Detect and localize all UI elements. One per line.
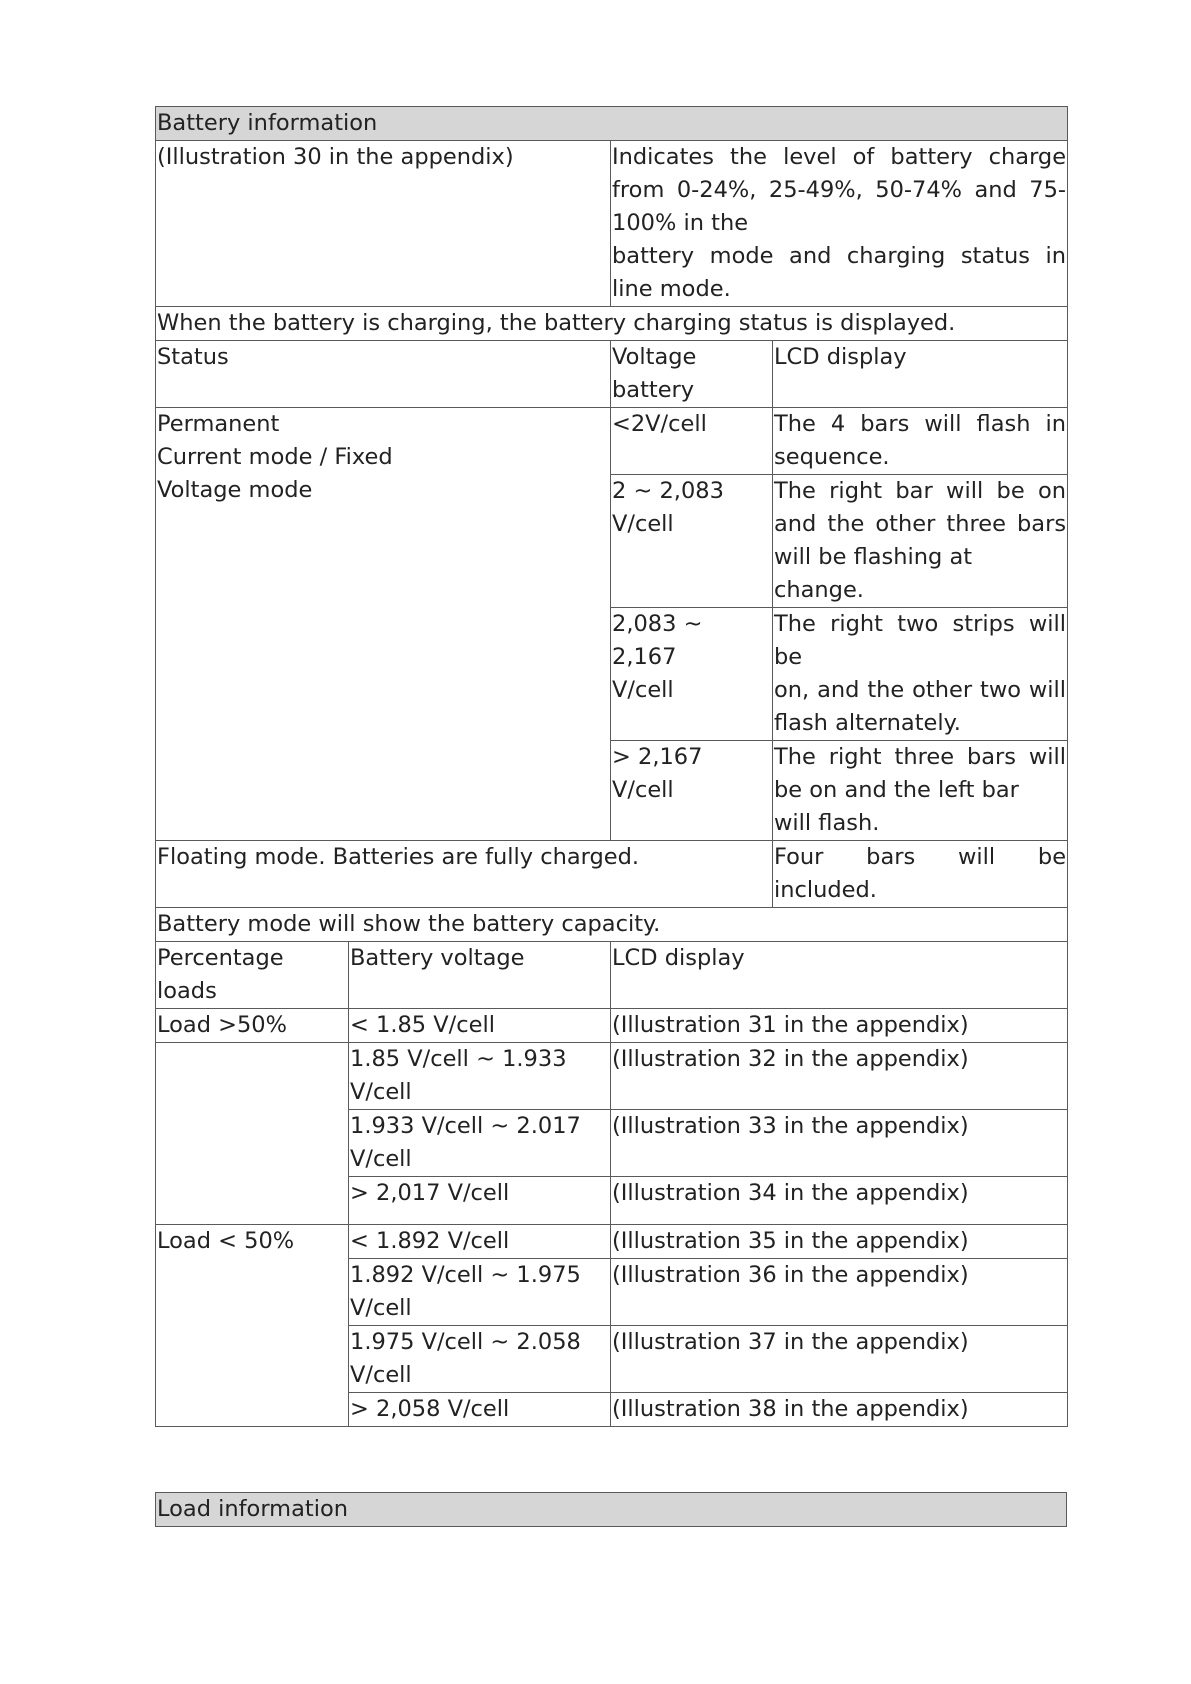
battery-information-table [155, 106, 1068, 1427]
lcd-line: will flash. [774, 810, 880, 836]
header-line: Percentage [157, 945, 284, 971]
load-voltage-cell [349, 1326, 611, 1393]
load-voltage-cell [349, 1009, 611, 1043]
voltage-line: 1.85 V/cell ~ 1.933 [350, 1046, 567, 1072]
load-information-title: Load information [156, 1493, 1067, 1527]
battery-capacity-note: Battery mode will show the battery capacity. [156, 908, 1068, 942]
mode-line: Permanent [157, 411, 280, 437]
lcd-line: and the other three bars [774, 511, 1067, 537]
load-lcd-cell: (Illustration 33 in the appendix) [611, 1110, 1068, 1177]
lcd-line: The right bar will be on [774, 478, 1067, 504]
lcd-line: on, and the other two will [774, 677, 1067, 703]
battery-level-description [611, 141, 1068, 307]
lcd-display-header: LCD display [611, 942, 1068, 1009]
load-lcd-cell: (Illustration 36 in the appendix) [611, 1259, 1068, 1326]
load-voltage-cell [349, 1393, 611, 1427]
voltage-line: < 1.892 V/cell [350, 1228, 510, 1254]
header-line: loads [157, 978, 217, 1004]
header-line: battery [612, 377, 695, 403]
voltage-line: V/cell [350, 1295, 412, 1321]
voltage-line: 1.975 V/cell ~ 2.058 [350, 1329, 581, 1355]
voltage-line: 2 ~ 2,083 [612, 478, 724, 504]
voltage-line: > 2,167 [612, 744, 703, 770]
voltage-line: V/cell [612, 511, 674, 537]
voltage-line: V/cell [350, 1362, 412, 1388]
charging-lcd-cell [773, 408, 1068, 475]
load-lcd-cell: (Illustration 35 in the appendix) [611, 1225, 1068, 1259]
charging-mode-cell [156, 408, 611, 841]
load-voltage-cell [349, 1110, 611, 1177]
load-lcd-cell: (Illustration 31 in the appendix) [611, 1009, 1068, 1043]
lcd-line: change. [774, 577, 864, 603]
voltage-line: V/cell [350, 1146, 412, 1172]
floating-mode-cell: Floating mode. Batteries are fully charged. [156, 841, 773, 908]
voltage-line: 2,083 ~ 2,167 [612, 611, 703, 670]
voltage-line: < 1.85 V/cell [350, 1012, 495, 1038]
desc-line: Indicates the level of battery charge [612, 144, 1067, 170]
charging-lcd-cell [773, 475, 1068, 608]
lcd-line: be [774, 644, 803, 670]
voltage-line: V/cell [612, 777, 674, 803]
load-voltage-cell [349, 1225, 611, 1259]
percentage-loads-header [156, 942, 349, 1009]
status-header: Status [156, 341, 611, 408]
charging-status-note: When the battery is charging, the battery charging status is displayed. [156, 307, 1068, 341]
lcd-line: flash alternately. [774, 710, 961, 736]
desc-line: line mode. [612, 276, 731, 302]
lcd-line: will be flashing at [774, 544, 973, 570]
load-lcd-cell: (Illustration 38 in the appendix) [611, 1393, 1068, 1427]
load-voltage-cell [349, 1259, 611, 1326]
lcd-line: Four bars will be [774, 844, 1067, 870]
mode-line: Voltage mode [157, 477, 313, 503]
floating-lcd-cell [773, 841, 1068, 908]
voltage-line: 1.892 V/cell ~ 1.975 [350, 1262, 581, 1288]
load-label-continued [156, 1043, 349, 1225]
lcd-line: included. [774, 877, 877, 903]
lcd-line: The right three bars will [774, 744, 1067, 770]
mode-line: Current mode / Fixed [157, 444, 393, 470]
header-line: Voltage [612, 344, 697, 370]
lcd-line: be on and the left bar [774, 777, 1019, 803]
battery-voltage-header: Battery voltage [349, 942, 611, 1009]
lcd-line: The right two strips will [774, 611, 1067, 637]
lcd-line: sequence. [774, 444, 890, 470]
charging-lcd-cell [773, 608, 1068, 741]
load-voltage-cell [349, 1177, 611, 1225]
voltage-line: <2V/cell [612, 411, 707, 437]
voltage-line: > 2,017 V/cell [350, 1180, 510, 1206]
load-label: Load >50% [156, 1009, 349, 1043]
charging-voltage-cell [611, 608, 773, 741]
load-lcd-cell: (Illustration 34 in the appendix) [611, 1177, 1068, 1225]
desc-line: 100% in the [612, 210, 749, 236]
desc-line: from 0-24%, 25-49%, 50-74% and 75- [612, 177, 1067, 203]
charging-voltage-cell [611, 408, 773, 475]
charging-lcd-cell [773, 741, 1068, 841]
voltage-line: V/cell [612, 677, 674, 703]
voltage-battery-header [611, 341, 773, 408]
load-information-table [155, 1492, 1067, 1527]
lcd-display-header: LCD display [773, 341, 1068, 408]
load-voltage-cell [349, 1043, 611, 1110]
charging-voltage-cell [611, 741, 773, 841]
desc-line: battery mode and charging status in [612, 243, 1067, 269]
load-lcd-cell: (Illustration 37 in the appendix) [611, 1326, 1068, 1393]
voltage-line: V/cell [350, 1079, 412, 1105]
illustration-30-ref: (Illustration 30 in the appendix) [156, 141, 611, 307]
charging-voltage-cell [611, 475, 773, 608]
load-label: Load < 50% [156, 1225, 349, 1427]
load-lcd-cell: (Illustration 32 in the appendix) [611, 1043, 1068, 1110]
lcd-line: The 4 bars will flash in [774, 411, 1067, 437]
voltage-line: > 2,058 V/cell [350, 1396, 510, 1422]
battery-information-title: Battery information [156, 107, 1068, 141]
voltage-line: 1.933 V/cell ~ 2.017 [350, 1113, 581, 1139]
